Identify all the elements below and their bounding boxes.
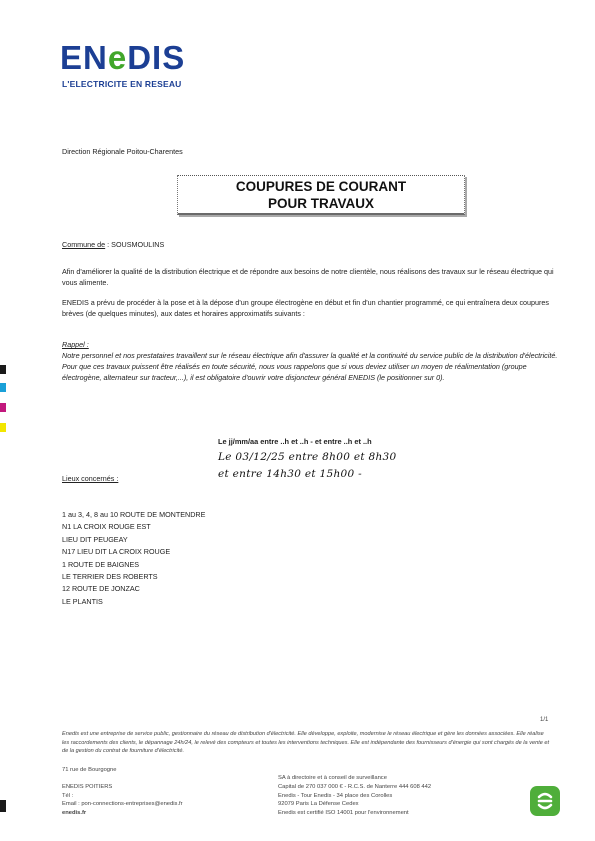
magenta-mark xyxy=(0,403,6,412)
schedule-handwritten-line-1: Le 03/12/25 entre 8h00 et 8h30 xyxy=(218,451,397,463)
footer-phone: Tél : xyxy=(62,792,74,799)
footer-street: 71 rue de Bourgogne xyxy=(62,767,117,773)
schedule-template: Le jj/mm/aa entre ..h et ..h - et entre ..h et ..h xyxy=(218,437,372,446)
planned-works-paragraph: ENEDIS a prévu de procéder à la pose et à la dépose d'un groupe électrogène en début et fin d'un chantier programmé, ce qui entraînera deux coupures brèves (de quelques minutes), aux dates et horaires approximatifs suivants : xyxy=(62,298,550,318)
location-item: N1 LA CROIX ROUGE EST xyxy=(62,522,151,532)
enedis-footer-icon xyxy=(530,786,560,816)
footer-company-type: SA à directoire et à conseil de surveillance xyxy=(278,775,387,781)
footer-address-left xyxy=(62,766,252,818)
enedis-logo xyxy=(60,40,185,76)
footer-hq: Enedis - Tour Enedis - 34 place des Corolles xyxy=(278,792,393,799)
reminder-line-2: Pour que ces travaux puissent être réalisés en toute sécurité, nous vous rappelons que si vous deviez utiliser un moyen de réalimentation (groupe électrogène, alternateur sur tracteur,...), il est obligatoire d'ouvrir votre disjoncteur général ENEDIS (le positionner sur 0). xyxy=(62,362,527,382)
location-item: 12 ROUTE DE JONZAC xyxy=(62,584,140,594)
page-number: 1/1 xyxy=(540,717,549,723)
legal-notice: Enedis est une entreprise de service public, gestionnaire du réseau de distribution d'électricité. Elle développe, exploite, modernise le réseau électrique et gère les données associées. Elle réalise les raccordements des clients, le dépannage 24h/24, le relevé des compteurs et toutes les interventions techniques. Elle est indépendante des fournisseurs d'énergie qui sont chargés de la vente et de la gestion du contrat de fourniture d'électricité. xyxy=(62,731,550,754)
footer-office: ENEDIS POITIERS xyxy=(62,784,113,791)
title-line-2: POUR TRAVAUX xyxy=(267,196,374,211)
footer-email: Email : pon-connections-entreprises@enedis.fr xyxy=(62,801,183,808)
footer-city: 92079 Paris La Défense Cedex xyxy=(278,801,359,808)
footer-address-right xyxy=(278,774,468,818)
footer-capital: Capital de 270 037 000 € - R.C.S. de Nanterre 444 608 442 xyxy=(278,783,432,790)
footer-certification: Enedis est certifié ISO 14001 pour l'environnement xyxy=(278,810,409,817)
location-item: 1 ROUTE DE BAIGNES xyxy=(62,559,140,569)
intro-paragraph: Afin d'améliorer la qualité de la distribution électrique et de répondre aux besoins de notre clientèle, nous réalisons des travaux sur le réseau électrique qui vous alimente. xyxy=(62,267,554,287)
reminder-label: Rappel : xyxy=(62,340,89,349)
black-mark xyxy=(0,365,6,374)
logo-text-left: EN xyxy=(60,39,108,76)
locations-list xyxy=(62,509,205,608)
footer-website: enedis.fr xyxy=(62,809,87,816)
notice-title-box xyxy=(177,175,465,215)
location-item: LE PLANTIS xyxy=(62,596,103,606)
title-line-1: COUPURES DE COURANT xyxy=(235,179,407,194)
location-item: 1 au 3, 4, 8 au 10 ROUTE DE MONTENDRE xyxy=(62,510,206,519)
logo-text-e: e xyxy=(107,39,128,76)
logo-text-right: DIS xyxy=(127,39,186,76)
commune-label: Commune de xyxy=(62,240,106,249)
locations-label: Lieux concernés : xyxy=(62,474,119,483)
schedule-handwritten-line-2: et entre 14h30 et 15h00 - xyxy=(218,468,362,480)
footer-spacer xyxy=(62,775,252,784)
commune-line xyxy=(62,239,562,250)
commune-separator: : xyxy=(105,240,112,249)
location-item: LE TERRIER DES ROBERTS xyxy=(62,572,158,582)
logo-tagline: L'ELECTRICITE EN RESEAU xyxy=(62,79,182,89)
cyan-mark xyxy=(0,383,6,392)
yellow-mark xyxy=(0,423,6,432)
reminder-block xyxy=(62,339,562,383)
black-mark-bottom xyxy=(0,800,6,812)
reminder-line-1: Notre personnel et nos prestataires travaillent sur le réseau électrique afin d'assurer la qualité et la continuité du service public de la distribution d'électricité. xyxy=(62,351,558,360)
commune-value: SOUSMOULINS xyxy=(111,240,165,249)
location-item: N17 LIEU DIT LA CROIX ROUGE xyxy=(62,547,171,557)
regional-direction: Direction Régionale Poitou-Charentes xyxy=(62,147,183,156)
location-item: LIEU DIT PEUGEAY xyxy=(62,534,128,544)
